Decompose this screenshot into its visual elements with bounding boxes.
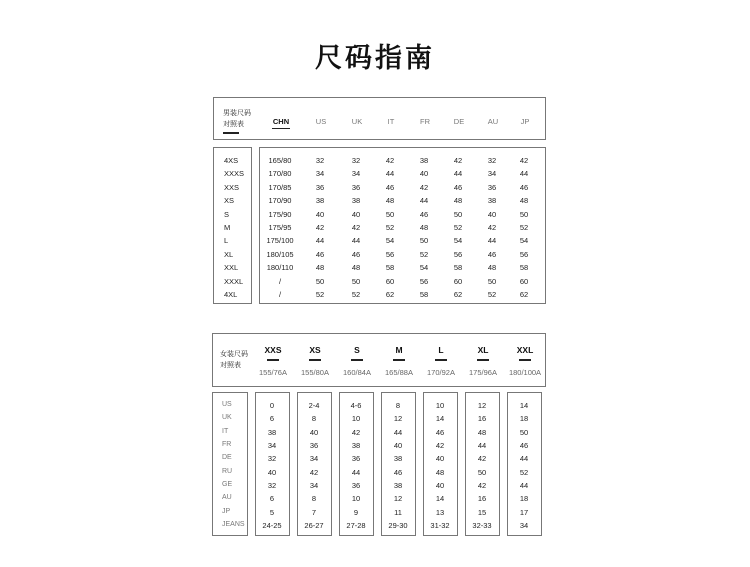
men-column-header-fr: FR bbox=[420, 117, 430, 126]
women-table-cell: 18 bbox=[519, 414, 529, 424]
men-table-cell: 62 bbox=[453, 290, 463, 299]
women-table-cell: 36 bbox=[351, 454, 361, 464]
women-size-header-xl: XL bbox=[477, 345, 489, 355]
men-table-cell: / bbox=[278, 290, 282, 299]
women-table-cell: 27-28 bbox=[346, 521, 366, 531]
men-table-cell: 40 bbox=[419, 169, 429, 179]
men-column-header-it: IT bbox=[387, 117, 395, 126]
women-table-cell: 40 bbox=[309, 427, 319, 437]
men-table-cell: 54 bbox=[453, 236, 463, 246]
men-table-cell: 50 bbox=[519, 209, 529, 219]
women-table-cell: 34 bbox=[309, 454, 319, 464]
men-table-cell: 44 bbox=[315, 236, 325, 246]
women-measurement: 155/76A bbox=[259, 368, 287, 377]
men-table-cell: 48 bbox=[315, 263, 325, 273]
women-table-cell: 50 bbox=[519, 427, 529, 437]
men-table-cell: 44 bbox=[351, 236, 361, 246]
women-size-header-xs: XS bbox=[309, 345, 321, 355]
men-table-cell: 52 bbox=[487, 290, 497, 299]
women-system-label: JP bbox=[222, 507, 231, 515]
women-table-cell: 10 bbox=[351, 414, 361, 424]
men-table-cell: 48 bbox=[351, 263, 361, 273]
men-table-cell: 52 bbox=[351, 290, 361, 299]
women-measurement: 170/92A bbox=[427, 368, 455, 377]
women-table-cell: 17 bbox=[519, 507, 529, 517]
men-table-cell: 50 bbox=[351, 276, 361, 286]
men-table-cell: 40 bbox=[487, 209, 497, 219]
men-table-cell: 170/90 bbox=[268, 196, 292, 206]
women-table-cell: 16 bbox=[477, 414, 487, 424]
women-table-cell: 6 bbox=[269, 414, 275, 424]
women-table-cell: 44 bbox=[519, 454, 529, 464]
men-table-cell: 46 bbox=[315, 249, 325, 259]
men-table-cell: 42 bbox=[453, 156, 463, 165]
men-column-header-chn: CHN bbox=[272, 117, 290, 126]
women-size-underline bbox=[519, 359, 531, 361]
women-table-cell: 10 bbox=[351, 494, 361, 504]
women-table-cell: 36 bbox=[309, 441, 319, 451]
men-size-label: XXXS bbox=[224, 169, 245, 179]
women-table-cell: 32-33 bbox=[472, 521, 492, 531]
men-size-label: XL bbox=[224, 249, 234, 259]
men-size-label: M bbox=[224, 223, 231, 232]
men-size-label: XXS bbox=[224, 182, 240, 192]
men-size-label: 4XS bbox=[224, 156, 239, 165]
women-table-cell: 42 bbox=[477, 481, 487, 491]
men-table-cell: 52 bbox=[385, 223, 395, 232]
men-table-cell: 50 bbox=[385, 209, 395, 219]
men-table-cell: 42 bbox=[315, 223, 325, 232]
men-table-cell: 46 bbox=[487, 249, 497, 259]
men-label-underline bbox=[223, 132, 239, 134]
women-table-cell: 29-30 bbox=[388, 521, 408, 531]
men-table-cell: 46 bbox=[519, 182, 529, 192]
women-table-cell: 8 bbox=[311, 414, 317, 424]
men-size-label: XXXL bbox=[224, 276, 244, 286]
women-table-cell: 2-4 bbox=[308, 401, 320, 410]
men-table-cell: 52 bbox=[519, 223, 529, 232]
women-system-label: GE bbox=[222, 481, 233, 489]
men-table-cell: 48 bbox=[453, 196, 463, 206]
men-table-cell: 180/110 bbox=[266, 263, 294, 273]
women-table-cell: 18 bbox=[519, 494, 529, 504]
women-size-header-xxs: XXS bbox=[264, 345, 282, 355]
men-table-cell: 44 bbox=[419, 196, 429, 206]
women-table-cell: 34 bbox=[309, 481, 319, 491]
women-table-cell: 46 bbox=[393, 467, 403, 477]
women-table-cell: 46 bbox=[435, 427, 445, 437]
women-system-label: FR bbox=[222, 441, 232, 449]
men-table-cell: 56 bbox=[419, 276, 429, 286]
men-table-cell: 50 bbox=[487, 276, 497, 286]
women-table-cell: 44 bbox=[519, 481, 529, 491]
men-table-cell: 175/100 bbox=[266, 236, 294, 246]
men-table-cell: 60 bbox=[385, 276, 395, 286]
women-table-cell: 10 bbox=[435, 401, 445, 410]
men-table-cell: 34 bbox=[487, 169, 497, 179]
women-table-cell: 34 bbox=[519, 521, 529, 531]
men-size-column bbox=[213, 147, 252, 304]
women-table-cell: 8 bbox=[395, 401, 401, 410]
men-size-label: S bbox=[224, 209, 230, 219]
men-table-cell: 50 bbox=[419, 236, 429, 246]
men-table-cell: 54 bbox=[519, 236, 529, 246]
women-table-cell: 12 bbox=[393, 414, 403, 424]
men-table-cell: 50 bbox=[453, 209, 463, 219]
women-measurement: 175/96A bbox=[469, 368, 497, 377]
men-table-cell: 48 bbox=[519, 196, 529, 206]
men-table-cell: 44 bbox=[519, 169, 529, 179]
women-table-cell: 42 bbox=[477, 454, 487, 464]
men-table-cell: 58 bbox=[419, 290, 429, 299]
women-table-label: 女装尺码 对照表 bbox=[220, 350, 248, 369]
women-table-cell: 44 bbox=[351, 467, 361, 477]
men-table-cell: 42 bbox=[419, 182, 429, 192]
men-table-cell: 46 bbox=[419, 209, 429, 219]
women-table-cell: 16 bbox=[477, 494, 487, 504]
women-table-cell: 4-6 bbox=[350, 401, 362, 410]
women-table-cell: 0 bbox=[269, 401, 275, 410]
women-system-column bbox=[212, 392, 248, 536]
women-table-cell: 50 bbox=[477, 467, 487, 477]
women-table-cell: 52 bbox=[519, 467, 529, 477]
men-active-column-underline bbox=[272, 128, 290, 129]
men-table-cell: 32 bbox=[487, 156, 497, 165]
men-table-cell: 165/80 bbox=[268, 156, 292, 165]
men-table-cell: 42 bbox=[385, 156, 395, 165]
men-table-cell: / bbox=[278, 276, 282, 286]
men-table-cell: 54 bbox=[419, 263, 429, 273]
women-size-underline bbox=[351, 359, 363, 361]
women-size-column-xxs bbox=[255, 392, 290, 536]
women-system-label: AU bbox=[222, 494, 232, 502]
men-table-cell: 58 bbox=[519, 263, 529, 273]
women-size-underline bbox=[267, 359, 279, 361]
women-table-cell: 48 bbox=[435, 467, 445, 477]
men-table-cell: 46 bbox=[453, 182, 463, 192]
women-table-cell: 42 bbox=[309, 467, 319, 477]
men-table-cell: 38 bbox=[487, 196, 497, 206]
women-table-cell: 24-25 bbox=[262, 521, 282, 531]
women-table-cell: 38 bbox=[351, 441, 361, 451]
women-table-cell: 13 bbox=[435, 507, 445, 517]
women-table-cell: 44 bbox=[393, 427, 403, 437]
women-table-cell: 12 bbox=[477, 401, 487, 410]
men-table-cell: 180/105 bbox=[266, 249, 294, 259]
women-measurement: 155/80A bbox=[301, 368, 329, 377]
men-table-cell: 48 bbox=[487, 263, 497, 273]
women-table-cell: 42 bbox=[351, 427, 361, 437]
women-table-cell: 12 bbox=[393, 494, 403, 504]
men-size-label: 4XL bbox=[224, 290, 238, 299]
women-table-cell: 32 bbox=[267, 481, 277, 491]
women-table-cell: 6 bbox=[269, 494, 275, 504]
women-table-header bbox=[212, 333, 546, 387]
men-values-table bbox=[259, 147, 546, 304]
men-size-label: XS bbox=[224, 196, 235, 206]
women-table-cell: 38 bbox=[393, 481, 403, 491]
men-table-cell: 56 bbox=[385, 249, 395, 259]
men-table-cell: 48 bbox=[385, 196, 395, 206]
men-table-cell: 42 bbox=[519, 156, 529, 165]
men-table-cell: 170/85 bbox=[268, 182, 292, 192]
women-table-cell: 14 bbox=[435, 414, 445, 424]
women-table-cell: 44 bbox=[477, 441, 487, 451]
women-system-label: US bbox=[222, 401, 232, 408]
men-table-cell: 42 bbox=[351, 223, 361, 232]
women-size-underline bbox=[309, 359, 321, 361]
men-table-cell: 42 bbox=[487, 223, 497, 232]
men-column-header-uk: UK bbox=[351, 117, 363, 126]
women-measurement: 180/100A bbox=[508, 368, 542, 377]
women-table-cell: 40 bbox=[393, 441, 403, 451]
men-table-cell: 50 bbox=[315, 276, 325, 286]
women-table-cell: 46 bbox=[519, 441, 529, 451]
women-size-header-s: S bbox=[354, 345, 360, 355]
men-table-cell: 170/80 bbox=[268, 169, 292, 179]
women-table-cell: 32 bbox=[267, 454, 277, 464]
men-table-cell: 36 bbox=[351, 182, 361, 192]
women-table-cell: 9 bbox=[353, 507, 359, 517]
men-table-cell: 40 bbox=[351, 209, 361, 219]
women-size-column-xs bbox=[297, 392, 332, 536]
women-table-cell: 26-27 bbox=[304, 521, 324, 531]
men-table-cell: 54 bbox=[385, 236, 395, 246]
women-table-cell: 40 bbox=[267, 467, 277, 477]
women-size-column-s bbox=[339, 392, 374, 536]
women-size-underline bbox=[435, 359, 447, 361]
men-table-cell: 52 bbox=[419, 249, 429, 259]
women-size-header-m: M bbox=[395, 345, 403, 355]
men-table-cell: 44 bbox=[385, 169, 395, 179]
men-table-cell: 62 bbox=[519, 290, 529, 299]
women-system-label: IT bbox=[222, 427, 229, 435]
women-system-label: JEANS bbox=[222, 521, 245, 529]
women-measurement: 160/84A bbox=[343, 368, 371, 377]
women-table-cell: 14 bbox=[435, 494, 445, 504]
men-table-cell: 38 bbox=[419, 156, 429, 165]
men-table-cell: 56 bbox=[519, 249, 529, 259]
men-column-header-jp: JP bbox=[520, 117, 530, 126]
men-table-cell: 175/90 bbox=[268, 209, 292, 219]
men-size-label: XXL bbox=[224, 263, 239, 273]
women-table-cell: 8 bbox=[311, 494, 317, 504]
men-size-label: L bbox=[224, 236, 229, 246]
women-size-column-xl bbox=[465, 392, 500, 536]
women-system-label: UK bbox=[222, 414, 232, 422]
women-size-header-xxl: XXL bbox=[516, 345, 534, 355]
men-table-cell: 32 bbox=[315, 156, 325, 165]
women-size-underline bbox=[393, 359, 405, 361]
women-table-cell: 38 bbox=[267, 427, 277, 437]
women-table-cell: 5 bbox=[269, 507, 275, 517]
women-table-cell: 11 bbox=[394, 507, 402, 517]
women-table-cell: 42 bbox=[435, 441, 445, 451]
women-table-cell: 14 bbox=[519, 401, 529, 410]
men-table-cell: 38 bbox=[315, 196, 325, 206]
men-table-cell: 38 bbox=[351, 196, 361, 206]
men-table-cell: 46 bbox=[351, 249, 361, 259]
women-table-cell: 40 bbox=[435, 481, 445, 491]
men-table-cell: 56 bbox=[453, 249, 463, 259]
men-table-cell: 32 bbox=[351, 156, 361, 165]
men-table-cell: 44 bbox=[453, 169, 463, 179]
women-size-underline bbox=[477, 359, 489, 361]
men-table-cell: 36 bbox=[487, 182, 497, 192]
women-table-cell: 48 bbox=[477, 427, 487, 437]
women-system-label: DE bbox=[222, 454, 232, 462]
women-table-cell: 38 bbox=[393, 454, 403, 464]
women-table-cell: 36 bbox=[351, 481, 361, 491]
women-table-cell: 31-32 bbox=[430, 521, 450, 531]
women-table-cell: 7 bbox=[311, 507, 317, 517]
women-system-label: RU bbox=[222, 467, 233, 475]
men-table-cell: 52 bbox=[453, 223, 463, 232]
men-table-cell: 60 bbox=[519, 276, 529, 286]
women-table-cell: 34 bbox=[267, 441, 277, 451]
men-column-header-au: AU bbox=[487, 117, 499, 126]
men-table-cell: 34 bbox=[351, 169, 361, 179]
men-table-cell: 60 bbox=[453, 276, 463, 286]
men-table-cell: 40 bbox=[315, 209, 325, 219]
women-size-column-xxl bbox=[507, 392, 542, 536]
men-table-cell: 34 bbox=[315, 169, 325, 179]
women-measurement: 165/88A bbox=[385, 368, 413, 377]
men-table-cell: 58 bbox=[453, 263, 463, 273]
women-size-header-l: L bbox=[438, 345, 444, 355]
men-column-header-us: US bbox=[315, 117, 327, 126]
men-table-cell: 52 bbox=[315, 290, 325, 299]
men-table-cell: 175/95 bbox=[268, 223, 292, 232]
women-table-cell: 40 bbox=[435, 454, 445, 464]
men-table-cell: 62 bbox=[385, 290, 395, 299]
men-table-cell: 58 bbox=[385, 263, 395, 273]
men-table-cell: 48 bbox=[419, 223, 429, 232]
men-table-header bbox=[213, 97, 546, 140]
men-table-cell: 36 bbox=[315, 182, 325, 192]
men-table-cell: 44 bbox=[487, 236, 497, 246]
women-size-column-m bbox=[381, 392, 416, 536]
men-column-header-de: DE bbox=[453, 117, 465, 126]
women-size-column-l bbox=[423, 392, 458, 536]
men-table-cell: 46 bbox=[385, 182, 395, 192]
women-table-cell: 15 bbox=[477, 507, 487, 517]
page-title: 尺码指南 bbox=[315, 43, 435, 74]
men-table-label: 男装尺码 对照表 bbox=[223, 109, 251, 128]
